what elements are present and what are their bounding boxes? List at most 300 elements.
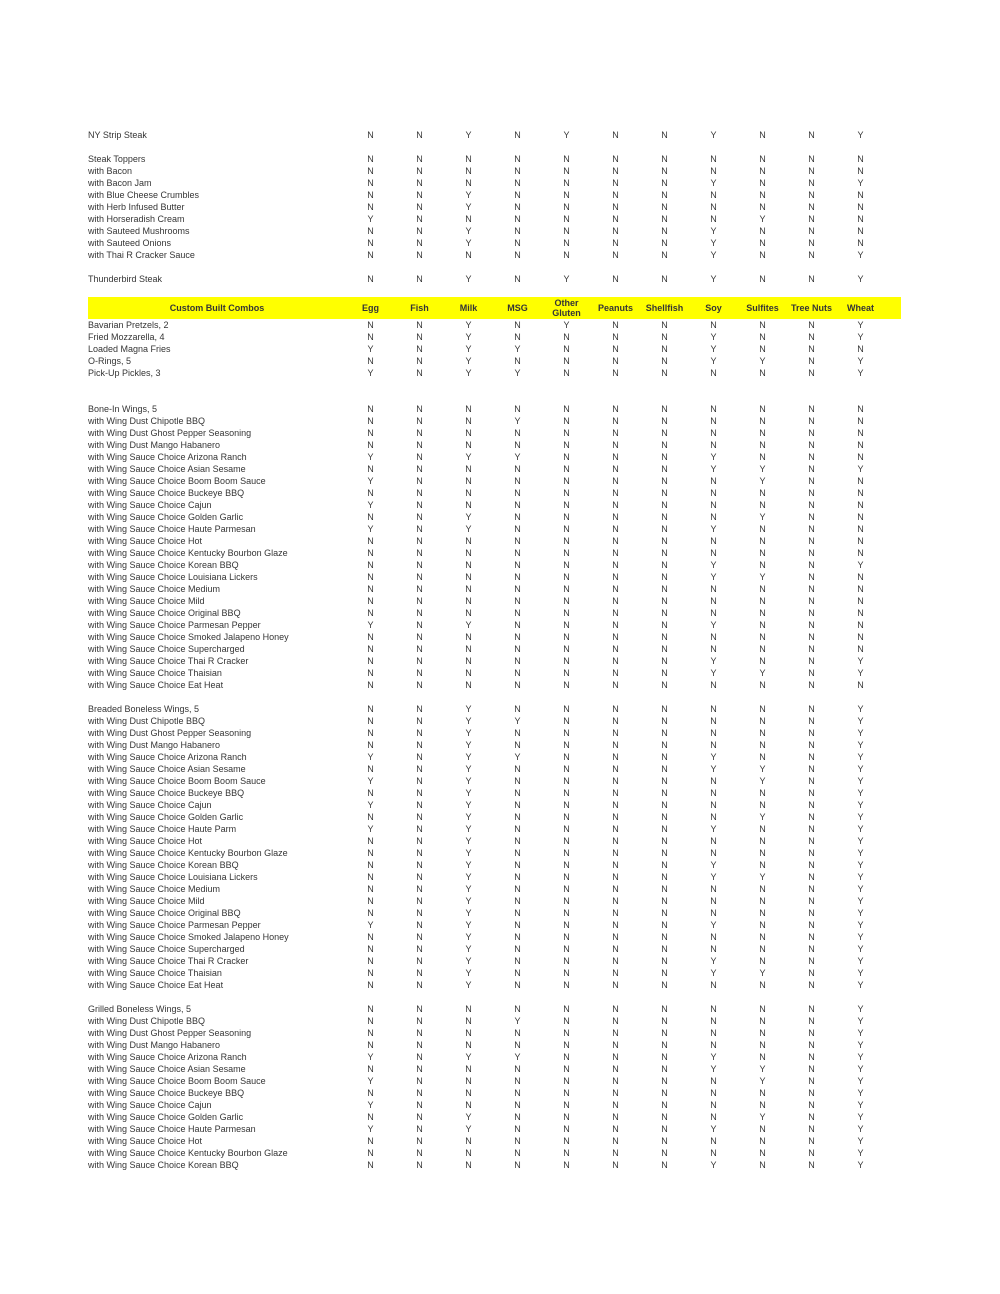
row-filler-cell [885,1087,901,1099]
row-filler-cell [885,859,901,871]
allergen-value-tree-nuts: N [808,668,815,678]
allergen-value-shellfish: N [661,824,668,834]
allergen-value-peanuts: N [612,190,619,200]
allergen-value-other-gluten: N [563,250,570,260]
allergen-value-peanuts: N [612,226,619,236]
allergen-value-milk: N [465,214,472,224]
allergen-value-milk: Y [465,776,472,786]
allergen-value-soy: N [710,848,717,858]
allergen-value-shellfish: N [661,788,668,798]
allergen-value-fish: N [416,896,423,906]
item-name: with Horseradish Cream [88,214,185,224]
allergen-value-shellfish: N [661,908,668,918]
table-row [88,535,901,547]
allergen-value-milk: Y [465,764,472,774]
allergen-value-other-gluten: N [563,1064,570,1074]
allergen-value-tree-nuts: N [808,704,815,714]
allergen-value-egg: Y [367,1076,374,1086]
allergen-value-wheat: N [857,202,864,212]
allergen-value-sulfites: N [759,596,766,606]
allergen-value-peanuts: N [612,788,619,798]
allergen-value-fish: N [416,1136,423,1146]
row-filler-cell [885,931,901,943]
allergen-value-msg: N [514,274,521,284]
allergen-value-wheat: Y [857,1040,864,1050]
allergen-value-egg: N [367,848,374,858]
allergen-value-egg: N [367,1064,374,1074]
allergen-value-shellfish: N [661,620,668,630]
row-filler-cell [885,165,901,177]
allergen-value-egg: N [367,166,374,176]
table-row [88,667,901,679]
allergen-value-soy: N [710,416,717,426]
allergen-value-egg: Y [367,824,374,834]
allergen-value-tree-nuts: N [808,190,815,200]
allergen-value-msg: N [514,800,521,810]
allergen-value-soy: Y [710,332,717,342]
table-row [88,487,901,499]
allergen-value-sulfites: N [759,154,766,164]
allergen-value-wheat: N [857,536,864,546]
allergen-value-milk: N [465,154,472,164]
row-filler-cell [885,343,901,355]
allergen-value-other-gluten: N [563,572,570,582]
allergen-value-shellfish: N [661,1112,668,1122]
row-filler-cell [885,249,901,261]
allergen-value-shellfish: N [661,1136,668,1146]
allergen-value-msg: N [514,572,521,582]
allergen-value-peanuts: N [612,836,619,846]
allergen-value-msg: N [514,896,521,906]
table-row [88,1027,901,1039]
allergen-value-tree-nuts: N [808,884,815,894]
allergen-value-wheat: N [857,548,864,558]
allergen-value-milk: N [465,608,472,618]
allergen-value-milk: N [465,536,472,546]
allergen-value-egg: N [367,1028,374,1038]
table-row [88,955,901,967]
allergen-value-fish: N [416,428,423,438]
allergen-value-sulfites: Y [759,214,766,224]
table-row [88,1111,901,1123]
table-row [88,595,901,607]
allergen-value-egg: N [367,644,374,654]
allergen-value-msg: N [514,428,521,438]
allergen-value-fish: N [416,608,423,618]
allergen-value-shellfish: N [661,536,668,546]
allergen-value-egg: N [367,944,374,954]
allergen-value-other-gluten: N [563,836,570,846]
allergen-value-sulfites: N [759,368,766,378]
allergen-value-egg: N [367,764,374,774]
allergen-value-msg: N [514,908,521,918]
allergen-value-fish: N [416,1064,423,1074]
allergen-value-peanuts: N [612,1112,619,1122]
allergen-value-egg: N [367,154,374,164]
allergen-value-tree-nuts: N [808,130,815,140]
allergen-value-milk: N [465,1040,472,1050]
allergen-value-egg: N [367,238,374,248]
allergen-value-soy: N [710,166,717,176]
allergen-value-wheat: Y [857,764,864,774]
allergen-value-tree-nuts: N [808,344,815,354]
allergen-value-fish: N [416,166,423,176]
allergen-value-soy: Y [710,656,717,666]
allergen-value-peanuts: N [612,1004,619,1014]
allergen-value-sulfites: N [759,920,766,930]
table-row [88,475,901,487]
allergen-value-sulfites: N [759,488,766,498]
allergen-value-peanuts: N [612,1148,619,1158]
allergen-value-peanuts: N [612,584,619,594]
allergen-value-sulfites: Y [759,476,766,486]
allergen-value-soy: N [710,1028,717,1038]
allergen-table [88,129,901,1171]
row-filler-cell [885,1039,901,1051]
item-name: Grilled Boneless Wings, 5 [88,1004,192,1014]
row-filler-cell [885,1075,901,1087]
item-name: with Wing Sauce Choice Korean BBQ [88,560,239,570]
allergen-value-other-gluten: N [563,896,570,906]
allergen-value-fish: N [416,848,423,858]
allergen-value-tree-nuts: N [808,968,815,978]
table-row [88,823,901,835]
item-name: with Wing Sauce Choice Asian Sesame [88,764,246,774]
allergen-value-fish: N [416,548,423,558]
allergen-value-peanuts: N [612,920,619,930]
allergen-value-fish: N [416,668,423,678]
allergen-value-other-gluten: N [563,428,570,438]
row-filler-cell [885,237,901,249]
allergen-value-tree-nuts: N [808,572,815,582]
allergen-value-milk: Y [465,332,472,342]
item-name: with Wing Sauce Choice Boom Boom Sauce [88,476,266,486]
row-filler-cell [885,907,901,919]
allergen-value-sulfites: N [759,202,766,212]
allergen-value-milk: N [465,404,472,414]
allergen-value-tree-nuts: N [808,596,815,606]
row-filler-cell [885,415,901,427]
allergen-value-peanuts: N [612,166,619,176]
allergen-value-peanuts: N [612,356,619,366]
allergen-value-egg: N [367,932,374,942]
allergen-value-sulfites: N [759,956,766,966]
allergen-value-soy: N [710,404,717,414]
allergen-value-egg: N [367,668,374,678]
allergen-value-tree-nuts: N [808,238,815,248]
table-row [88,715,901,727]
allergen-value-egg: N [367,202,374,212]
allergen-value-other-gluten: N [563,740,570,750]
allergen-value-other-gluten: N [563,788,570,798]
item-name: with Wing Sauce Choice Medium [88,884,221,894]
allergen-value-other-gluten: N [563,668,570,678]
allergen-value-milk: N [465,166,472,176]
row-filler-cell [885,571,901,583]
allergen-value-shellfish: N [661,320,668,330]
allergen-value-peanuts: N [612,572,619,582]
allergen-value-sulfites: N [759,608,766,618]
allergen-value-shellfish: N [661,572,668,582]
allergen-value-other-gluten: N [563,824,570,834]
allergen-value-fish: N [416,680,423,690]
allergen-value-msg: N [514,440,521,450]
item-name: with Wing Sauce Choice Louisiana Lickers [88,572,258,582]
allergen-value-peanuts: N [612,704,619,714]
allergen-value-msg: N [514,608,521,618]
allergen-value-egg: N [367,274,374,284]
allergen-value-msg: N [514,836,521,846]
allergen-value-msg: Y [514,752,521,762]
table-row [88,679,901,691]
table-row [88,559,901,571]
allergen-value-peanuts: N [612,596,619,606]
row-filler-cell [885,201,901,213]
allergen-value-soy: N [710,608,717,618]
allergen-value-wheat: Y [857,320,864,330]
allergen-value-tree-nuts: N [808,608,815,618]
allergen-value-sulfites: N [759,1148,766,1158]
allergen-value-shellfish: N [661,800,668,810]
allergen-value-wheat: N [857,440,864,450]
table-row [88,523,901,535]
allergen-value-wheat: Y [857,178,864,188]
allergen-value-peanuts: N [612,800,619,810]
allergen-value-fish: N [416,728,423,738]
table-row [88,763,901,775]
allergen-value-tree-nuts: N [808,788,815,798]
allergen-value-tree-nuts: N [808,548,815,558]
item-name: with Wing Sauce Choice Haute Parmesan [88,1124,256,1134]
allergen-value-fish: N [416,956,423,966]
row-filler-cell [885,607,901,619]
allergen-value-milk: Y [465,860,472,870]
allergen-value-egg: N [367,1040,374,1050]
allergen-value-wheat: Y [857,1016,864,1026]
allergen-value-peanuts: N [612,536,619,546]
row-filler-cell [885,583,901,595]
allergen-value-soy: Y [710,956,717,966]
table-row [88,1075,901,1087]
allergen-value-peanuts: N [612,740,619,750]
item-name: O-Rings, 5 [88,356,132,366]
item-name: with Wing Sauce Choice Korean BBQ [88,1160,239,1170]
allergen-value-tree-nuts: N [808,848,815,858]
item-name: with Wing Sauce Choice Parmesan Pepper [88,920,261,930]
allergen-value-egg: N [367,1136,374,1146]
allergen-value-sulfites: N [759,428,766,438]
allergen-value-tree-nuts: N [808,452,815,462]
allergen-value-wheat: N [857,680,864,690]
allergen-value-other-gluten: N [563,1136,570,1146]
allergen-value-soy: N [710,632,717,642]
table-row [88,751,901,763]
allergen-value-other-gluten: N [563,1028,570,1038]
allergen-value-shellfish: N [661,848,668,858]
allergen-value-milk: N [465,416,472,426]
allergen-value-peanuts: N [612,728,619,738]
item-name: with Wing Sauce Choice Buckeye BBQ [88,1088,245,1098]
allergen-value-egg: N [367,836,374,846]
allergen-value-shellfish: N [661,656,668,666]
item-name: with Wing Sauce Choice Cajun [88,800,212,810]
row-filler-cell [885,319,901,331]
allergen-value-msg: N [514,932,521,942]
section-title: Custom Built Combos [88,297,346,319]
allergen-value-milk: Y [465,620,472,630]
allergen-value-shellfish: N [661,932,668,942]
item-name: with Wing Dust Ghost Pepper Seasoning [88,728,252,738]
allergen-value-shellfish: N [661,1028,668,1038]
allergen-value-egg: N [367,440,374,450]
allergen-value-tree-nuts: N [808,178,815,188]
allergen-value-soy: N [710,1148,717,1158]
allergen-value-shellfish: N [661,596,668,606]
allergen-value-other-gluten: N [563,356,570,366]
allergen-value-soy: N [710,154,717,164]
allergen-value-milk: Y [465,788,472,798]
allergen-value-tree-nuts: N [808,356,815,366]
allergen-value-other-gluten: N [563,608,570,618]
allergen-value-egg: N [367,536,374,546]
allergen-value-wheat: N [857,190,864,200]
table-row [88,907,901,919]
allergen-value-sulfites: N [759,226,766,236]
allergen-value-wheat: N [857,476,864,486]
allergen-value-milk: Y [465,130,472,140]
row-filler-cell [885,213,901,225]
item-name: with Wing Sauce Choice Thai R Cracker [88,656,249,666]
allergen-value-tree-nuts: N [808,836,815,846]
item-name: with Wing Sauce Choice Hot [88,1136,203,1146]
row-filler-cell [885,739,901,751]
allergen-value-sulfites: N [759,190,766,200]
allergen-value-peanuts: N [612,896,619,906]
allergen-value-fish: N [416,1004,423,1014]
allergen-value-sulfites: Y [759,1064,766,1074]
allergen-value-wheat: N [857,608,864,618]
allergen-value-peanuts: N [612,1100,619,1110]
allergen-value-milk: Y [465,512,472,522]
allergen-value-peanuts: N [612,1136,619,1146]
allergen-value-sulfites: N [759,584,766,594]
allergen-value-egg: Y [367,214,374,224]
allergen-value-other-gluten: N [563,452,570,462]
item-name: with Wing Sauce Choice Louisiana Lickers [88,872,258,882]
allergen-value-other-gluten: N [563,1076,570,1086]
allergen-value-other-gluten: N [563,548,570,558]
item-name: with Wing Sauce Choice Cajun [88,1100,212,1110]
allergen-value-wheat: N [857,596,864,606]
allergen-value-milk: N [465,560,472,570]
allergen-value-wheat: N [857,344,864,354]
allergen-value-soy: N [710,1040,717,1050]
allergen-value-sulfites: N [759,932,766,942]
post-header-rows [88,319,901,1171]
allergen-value-shellfish: N [661,980,668,990]
table-row [88,153,901,165]
allergen-value-fish: N [416,154,423,164]
allergen-value-fish: N [416,512,423,522]
allergen-value-shellfish: N [661,488,668,498]
item-name: Fried Mozzarella, 4 [88,332,165,342]
allergen-value-fish: N [416,812,423,822]
allergen-value-wheat: Y [857,824,864,834]
table-row [88,499,901,511]
table-row [88,273,901,285]
allergen-value-shellfish: N [661,1124,668,1134]
allergen-value-soy: Y [710,968,717,978]
allergen-value-msg: Y [514,344,521,354]
allergen-value-fish: N [416,1124,423,1134]
allergen-value-other-gluten: N [563,632,570,642]
allergen-value-tree-nuts: N [808,632,815,642]
item-name: with Wing Sauce Choice Cajun [88,500,212,510]
allergen-value-shellfish: N [661,154,668,164]
row-filler-cell [885,919,901,931]
row-filler-cell [885,775,901,787]
allergen-value-peanuts: N [612,154,619,164]
allergen-value-soy: Y [710,1052,717,1062]
row-filler-cell [885,1063,901,1075]
allergen-value-sulfites: Y [759,1112,766,1122]
item-name: Bone-In Wings, 5 [88,404,158,414]
allergen-value-tree-nuts: N [808,812,815,822]
allergen-value-msg: N [514,584,521,594]
item-name: with Wing Dust Chipotle BBQ [88,1016,206,1026]
item-name: with Wing Sauce Choice Korean BBQ [88,860,239,870]
allergen-value-fish: N [416,560,423,570]
allergen-value-peanuts: N [612,656,619,666]
allergen-value-egg: N [367,1088,374,1098]
allergen-value-soy: Y [710,560,717,570]
allergen-value-fish: N [416,716,423,726]
allergen-value-egg: N [367,584,374,594]
allergen-value-shellfish: N [661,956,668,966]
allergen-value-msg: Y [514,416,521,426]
allergen-value-msg: Y [514,1052,521,1062]
allergen-value-tree-nuts: N [808,464,815,474]
allergen-value-sulfites: N [759,704,766,714]
allergen-value-other-gluten: N [563,226,570,236]
row-filler-cell [885,679,901,691]
allergen-value-wheat: Y [857,932,864,942]
allergen-value-fish: N [416,1016,423,1026]
item-name: with Wing Sauce Choice Haute Parm [88,824,237,834]
allergen-value-wheat: Y [857,1148,864,1158]
allergen-value-sulfites: N [759,896,766,906]
allergen-value-shellfish: N [661,608,668,618]
table-row [88,655,901,667]
allergen-value-msg: N [514,1028,521,1038]
allergen-value-msg: N [514,1148,521,1158]
row-filler-cell [885,643,901,655]
row-filler-cell [885,439,901,451]
allergen-value-msg: N [514,968,521,978]
table-row [88,129,901,141]
allergen-value-milk: Y [465,1052,472,1062]
allergen-value-tree-nuts: N [808,1124,815,1134]
item-name: with Wing Sauce Choice Thaisian [88,668,222,678]
allergen-value-other-gluten: N [563,332,570,342]
item-name: with Wing Sauce Choice Supercharged [88,644,245,654]
table-row [88,177,901,189]
allergen-value-tree-nuts: N [808,202,815,212]
allergen-value-soy: N [710,944,717,954]
allergen-value-tree-nuts: N [808,920,815,930]
allergen-value-peanuts: N [612,1040,619,1050]
row-filler-cell [885,1003,901,1015]
